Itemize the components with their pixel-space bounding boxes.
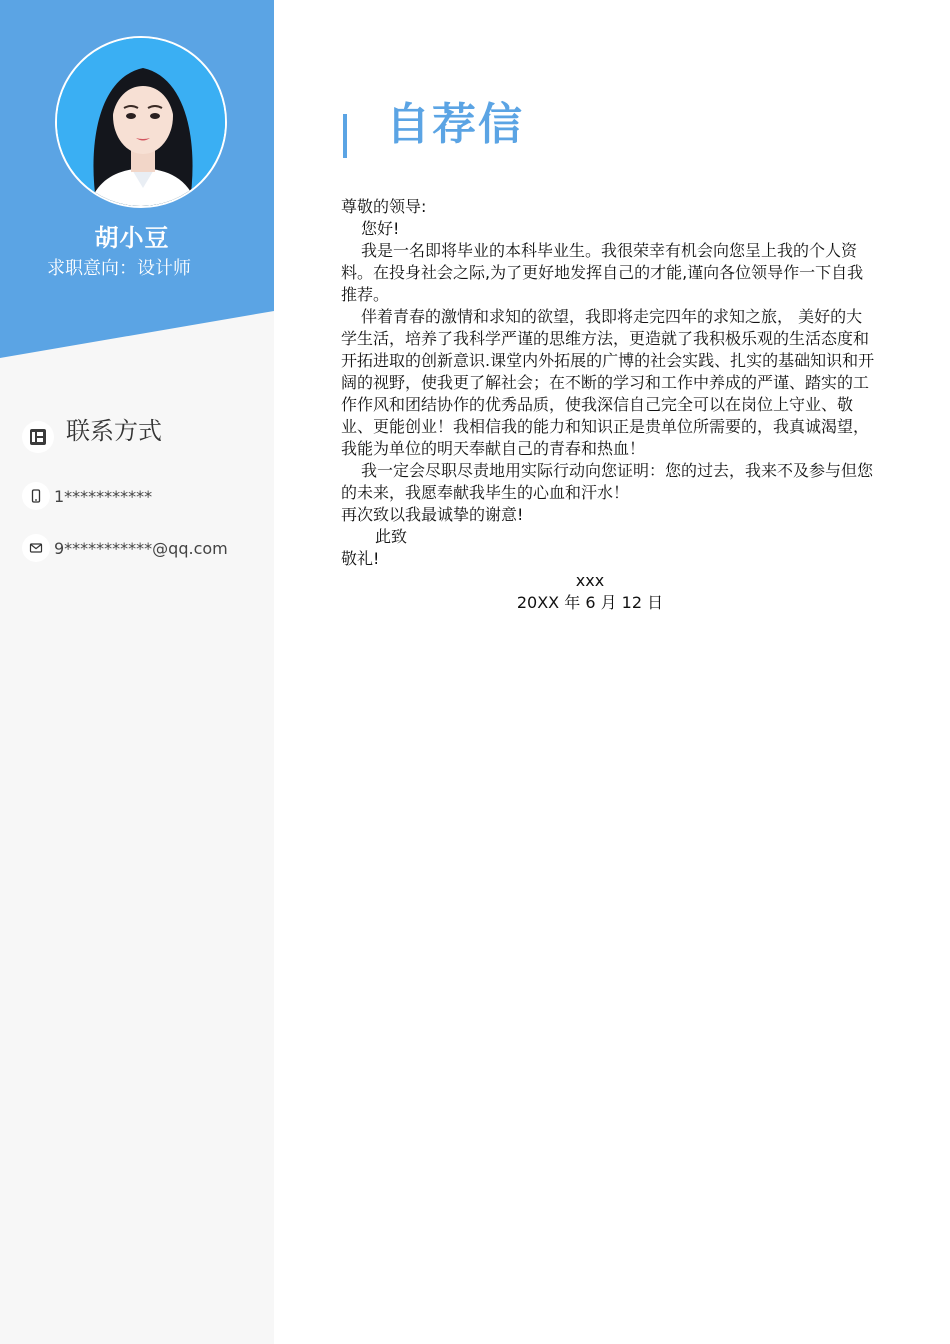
- profile-name: 胡小豆: [94, 224, 170, 252]
- letter-greeting: 您好!: [361, 219, 400, 238]
- letter-paragraph: 我一定会尽职尽责地用实际行动向您证明：您的过去，我来不及参与但您的未来，我愿奉献我毕生的心血和汗水！: [341, 461, 874, 502]
- letter-date: 20XX 年 6 月 12 日: [516, 593, 664, 612]
- letter-closing-2: 敬礼!: [341, 549, 380, 568]
- contact-email: 9***********@qq.com: [54, 538, 228, 558]
- letter-salutation: 尊敬的领导:: [341, 197, 427, 216]
- letter-thanks: 再次致以我最诚挚的谢意!: [341, 505, 524, 524]
- contact-phone-row: [22, 482, 152, 510]
- title-accent-bar: [343, 114, 347, 158]
- page-title: 自荐信: [386, 99, 524, 150]
- letter-body: [341, 196, 875, 614]
- contact-email-row: [22, 534, 228, 562]
- contact-title: 联系方式: [66, 416, 162, 445]
- contact-header: [22, 412, 262, 448]
- contact-phone: 1***********: [54, 486, 153, 506]
- contact-section: [22, 412, 262, 558]
- letter-signer: xxx: [575, 571, 605, 590]
- job-intention: 求职意向：设计师: [47, 258, 191, 279]
- phone-icon: [22, 482, 50, 510]
- mail-icon: [22, 534, 50, 562]
- letter-paragraph: 我是一名即将毕业的本科毕业生。我很荣幸有机会向您呈上我的个人资料。在投身社会之际,为了更好地发挥自己的才能,谨向各位领导作一下自我推荐。: [341, 241, 864, 304]
- contact-card-icon: [22, 421, 54, 453]
- sidebar: [0, 0, 274, 1344]
- letter-closing-1: 此致: [375, 527, 408, 546]
- avatar: [55, 36, 227, 208]
- letter-paragraph: 伴着青春的激情和求知的欲望，我即将走完四年的求知之旅， 美好的大学生活，培养了我科学严谨的思维方法，更造就了我积极乐观的生活态度和开拓进取的创新意识.课堂内外拓展的广博的社会实践、扎实的基础知识和开阔的视野，使我更了解社会；在不断的学习和工作中养成的严谨、踏实的工作作风和团结协作的优秀品质，使我深信自己完全可以在岗位上守业、敬业、更能创业！我相信我的能力和知识正是贵单位所需要的，我真诚渴望，我能为单位的明天奉献自己的青春和热血！: [341, 307, 875, 458]
